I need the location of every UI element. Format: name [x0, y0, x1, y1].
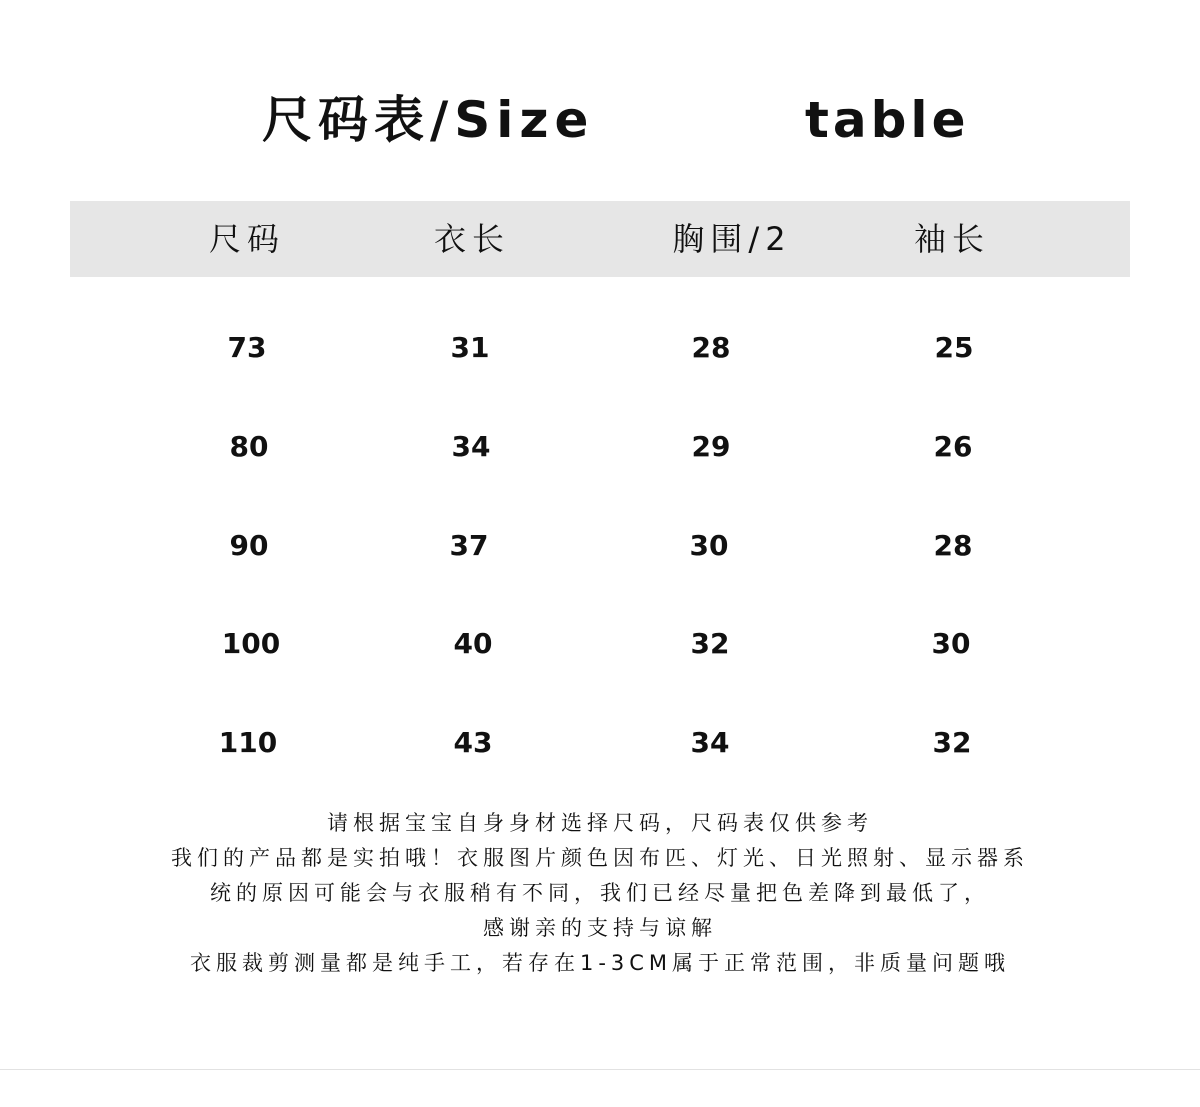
- cell-sleeve: 28: [933, 529, 973, 562]
- cell-length: 37: [449, 529, 489, 562]
- cell-size: 80: [229, 430, 269, 463]
- divider: [0, 1069, 1200, 1070]
- cell-chest: 29: [691, 430, 731, 463]
- cell-chest: 30: [689, 529, 729, 562]
- table-row: [0, 718, 1200, 768]
- cell-chest: 28: [691, 331, 731, 364]
- cell-sleeve: 25: [934, 331, 974, 364]
- header-length: 衣长: [433, 220, 511, 258]
- note-line: 感谢亲的支持与谅解: [483, 916, 717, 940]
- header-size: 尺码: [208, 220, 286, 258]
- note-line: 衣服裁剪测量都是纯手工，若存在1-3CM属于正常范围，非质量问题哦: [189, 951, 1011, 975]
- cell-size: 110: [218, 726, 278, 759]
- cell-length: 31: [450, 331, 490, 364]
- cell-size: 73: [227, 331, 267, 364]
- notes-block: [0, 806, 1200, 981]
- table-row: [0, 619, 1200, 669]
- cell-length: 43: [453, 726, 493, 759]
- cell-length: 34: [451, 430, 491, 463]
- cell-sleeve: 30: [931, 627, 971, 660]
- title-chinese: 尺码表/Size: [262, 91, 595, 149]
- note-line: 我们的产品都是实拍哦！衣服图片颜色因布匹、灯光、日光照射、显示器系: [171, 846, 1029, 870]
- cell-sleeve: 26: [933, 430, 973, 463]
- table-header: [70, 201, 1130, 277]
- cell-chest: 32: [690, 627, 730, 660]
- header-chest: 胸围/2: [672, 220, 792, 258]
- cell-size: 100: [221, 627, 281, 660]
- header-sleeve: 袖长: [913, 220, 991, 258]
- note-line: 请根据宝宝自身身材选择尺码，尺码表仅供参考: [327, 811, 873, 835]
- table-row: [0, 521, 1200, 571]
- note-line: 统的原因可能会与衣服稍有不同，我们已经尽量把色差降到最低了，: [210, 881, 990, 905]
- cell-size: 90: [229, 529, 269, 562]
- table-row: [0, 422, 1200, 472]
- cell-sleeve: 32: [932, 726, 972, 759]
- table-row: [0, 323, 1200, 373]
- cell-chest: 34: [690, 726, 730, 759]
- page-title: [0, 80, 1200, 160]
- title-english: table: [805, 91, 970, 149]
- cell-length: 40: [453, 627, 493, 660]
